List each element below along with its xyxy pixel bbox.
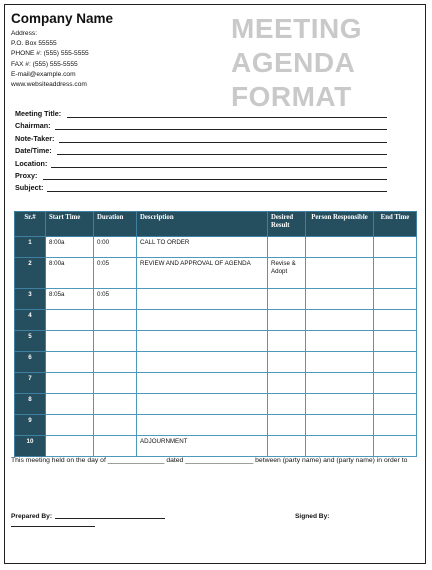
cell-desired-result[interactable]	[268, 237, 306, 258]
cell-description[interactable]	[137, 310, 268, 331]
row-number: 8	[15, 394, 46, 415]
row-number: 3	[15, 289, 46, 310]
table-row	[15, 373, 417, 394]
cell-end-time[interactable]	[374, 415, 417, 436]
website-address: www.websiteaddress.com	[11, 81, 87, 89]
cell-person-responsible[interactable]	[306, 352, 374, 373]
column-header-duration: Duration	[94, 212, 137, 237]
row-number: 9	[15, 415, 46, 436]
cell-description[interactable]	[137, 415, 268, 436]
cell-end-time[interactable]	[374, 331, 417, 352]
cell-duration[interactable]	[94, 352, 137, 373]
cell-duration[interactable]	[94, 373, 137, 394]
fill-in-line[interactable]	[59, 142, 387, 143]
cell-duration[interactable]: 0:05	[94, 258, 137, 289]
table-row	[15, 289, 417, 310]
column-header-desired-result: Desired Result	[268, 212, 306, 237]
cell-description[interactable]: ADJOURNMENT	[137, 436, 268, 457]
title-line-1: MEETING	[231, 13, 363, 44]
table-row	[15, 394, 417, 415]
agenda-page	[4, 4, 426, 564]
document-title	[231, 12, 421, 114]
cell-description[interactable]: CALL TO ORDER	[137, 237, 268, 258]
cell-person-responsible[interactable]	[306, 258, 374, 289]
row-number: 4	[15, 310, 46, 331]
cell-duration[interactable]: 0:00	[94, 237, 137, 258]
row-number: 2	[15, 258, 46, 289]
company-address-block	[11, 29, 89, 90]
fill-in-line[interactable]	[47, 191, 387, 192]
cell-start-time[interactable]: 8:00a	[46, 258, 94, 289]
cell-end-time[interactable]	[374, 352, 417, 373]
cell-desired-result[interactable]: Revise & Adopt	[268, 258, 306, 289]
cell-description[interactable]	[137, 373, 268, 394]
agenda-table	[14, 211, 417, 457]
cell-duration[interactable]	[94, 310, 137, 331]
email-address: E-mail@example.com	[11, 70, 76, 78]
cell-desired-result[interactable]	[268, 352, 306, 373]
cell-desired-result[interactable]	[268, 289, 306, 310]
column-header-end-time: End Time	[374, 212, 417, 237]
field-date-time[interactable]	[15, 146, 387, 158]
cell-desired-result[interactable]	[268, 373, 306, 394]
cell-start-time[interactable]: 8:05a	[46, 289, 94, 310]
fill-in-line[interactable]	[55, 129, 387, 130]
meeting-info-fields	[15, 109, 387, 196]
cell-end-time[interactable]	[374, 258, 417, 289]
cell-end-time[interactable]	[374, 373, 417, 394]
cell-person-responsible[interactable]	[306, 373, 374, 394]
field-location[interactable]	[15, 159, 387, 171]
meeting-statement: This meeting held on the day of _______________ dated __________________ between (party name) and (party name) in order to	[11, 457, 408, 464]
cell-desired-result[interactable]	[268, 415, 306, 436]
field-meeting-title[interactable]	[15, 109, 387, 121]
title-line-2: AGENDA	[231, 47, 356, 78]
company-name: Company Name	[11, 11, 114, 26]
fill-in-line[interactable]	[43, 179, 387, 180]
fill-in-line[interactable]	[57, 154, 387, 155]
field-note-taker[interactable]	[15, 134, 387, 146]
field-proxy[interactable]	[15, 171, 387, 183]
cell-end-time[interactable]	[374, 310, 417, 331]
cell-person-responsible[interactable]	[306, 237, 374, 258]
field-label: Note-Taker:	[15, 133, 55, 143]
cell-end-time[interactable]	[374, 237, 417, 258]
column-header-sr: Sr.#	[15, 212, 46, 237]
cell-start-time[interactable]	[46, 373, 94, 394]
table-header-row	[15, 212, 417, 237]
prepared-by-label: Prepared By:	[11, 513, 53, 520]
table-row	[15, 436, 417, 457]
fax-number: FAX #: (555) 555-5555	[11, 60, 78, 68]
cell-person-responsible[interactable]	[306, 415, 374, 436]
cell-person-responsible[interactable]	[306, 394, 374, 415]
table-row	[15, 331, 417, 352]
row-number: 6	[15, 352, 46, 373]
column-header-person-responsible: Person Responsible	[306, 212, 374, 237]
cell-start-time[interactable]: 8:00a	[46, 237, 94, 258]
prepared-by-signature-line[interactable]	[55, 518, 165, 519]
cell-duration[interactable]	[94, 394, 137, 415]
cell-end-time[interactable]	[374, 289, 417, 310]
field-label: Meeting Title:	[15, 109, 62, 118]
column-header-start-time: Start Time	[46, 212, 94, 237]
title-line-3: FORMAT	[231, 81, 352, 112]
cell-start-time[interactable]	[46, 352, 94, 373]
cell-start-time[interactable]	[46, 436, 94, 457]
field-label: Subject:	[15, 183, 44, 193]
table-row	[15, 237, 417, 258]
table-row	[15, 415, 417, 436]
field-chairman[interactable]	[15, 121, 387, 133]
row-number: 10	[15, 436, 46, 457]
cell-end-time[interactable]	[374, 436, 417, 457]
table-row	[15, 352, 417, 373]
column-header-description: Description	[137, 212, 268, 237]
row-number: 7	[15, 373, 46, 394]
field-label: Proxy:	[15, 170, 38, 180]
cell-start-time[interactable]	[46, 331, 94, 352]
cell-person-responsible[interactable]	[306, 436, 374, 457]
po-box: P.O. Box 55555	[11, 40, 57, 48]
cell-description[interactable]	[137, 352, 268, 373]
prepared-by-second-line[interactable]	[11, 526, 95, 527]
table-row	[15, 258, 417, 289]
cell-person-responsible[interactable]	[306, 289, 374, 310]
fill-in-line[interactable]	[67, 117, 387, 118]
table-row	[15, 310, 417, 331]
cell-description[interactable]	[137, 394, 268, 415]
cell-description[interactable]	[137, 289, 268, 310]
row-number: 1	[15, 237, 46, 258]
field-label: Date/Time:	[15, 146, 52, 156]
cell-duration[interactable]	[94, 331, 137, 352]
cell-end-time[interactable]	[374, 394, 417, 415]
field-subject[interactable]	[15, 183, 387, 195]
cell-description[interactable]	[137, 331, 268, 352]
cell-desired-result[interactable]	[268, 331, 306, 352]
address-label: Address:	[11, 30, 38, 37]
cell-duration[interactable]	[94, 415, 137, 436]
cell-start-time[interactable]	[46, 394, 94, 415]
cell-desired-result[interactable]	[268, 436, 306, 457]
fill-in-line[interactable]	[51, 167, 387, 168]
cell-description[interactable]: REVIEW AND APPROVAL OF AGENDA	[137, 258, 268, 289]
phone-number: PHONE #: (555) 555-5555	[11, 50, 89, 58]
row-number: 5	[15, 331, 46, 352]
cell-person-responsible[interactable]	[306, 310, 374, 331]
field-label: Location:	[15, 158, 48, 168]
cell-desired-result[interactable]	[268, 310, 306, 331]
cell-start-time[interactable]	[46, 310, 94, 331]
cell-duration[interactable]: 0:05	[94, 289, 137, 310]
cell-start-time[interactable]	[46, 415, 94, 436]
signed-by-label: Signed By:	[295, 513, 330, 520]
cell-person-responsible[interactable]	[306, 331, 374, 352]
field-label: Chairman:	[15, 121, 51, 131]
cell-desired-result[interactable]	[268, 394, 306, 415]
cell-duration[interactable]	[94, 436, 137, 457]
